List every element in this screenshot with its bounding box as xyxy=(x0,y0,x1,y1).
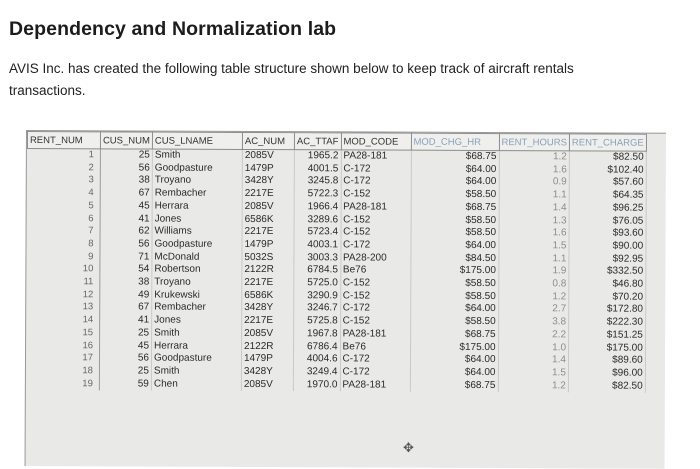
table-cell-ac-ttaf: 5725.8 xyxy=(294,315,341,328)
table-cell-cus-num: 56 xyxy=(100,238,152,251)
intro-paragraph: AVIS Inc. has created the following table structure shown below to keep track of aircraft rentals transactions. xyxy=(9,61,574,98)
table-cell-ac-ttaf: 3246.7 xyxy=(294,303,341,316)
table-cell-cus-lname: Williams xyxy=(152,226,242,239)
table-cell-rent-num: 4 xyxy=(27,187,100,200)
table-cell-mod-chg-hr: $58.50 xyxy=(411,227,499,240)
header-mod-code: MOD_CODE xyxy=(341,133,411,150)
table-cell-rent-hours: 1.0 xyxy=(498,342,569,355)
table-cell-ac-ttaf: 3003.3 xyxy=(294,252,341,265)
table-cell-mod-chg-hr: $64.00 xyxy=(410,354,498,367)
table-cell-rent-num: 2 xyxy=(27,162,100,175)
table-cell-cus-num: 71 xyxy=(100,251,152,264)
table-cell-rent-hours: 2.7 xyxy=(498,303,569,316)
table-cell-rent-hours: 1.5 xyxy=(498,240,569,253)
table-cell-cus-lname: McDonald xyxy=(152,251,242,264)
table-cell-cus-num: 41 xyxy=(100,314,152,327)
table-cell-rent-hours: 1.6 xyxy=(499,164,570,177)
table-cell-mod-code: C-152 xyxy=(341,227,411,240)
table-cell-rent-hours: 0.9 xyxy=(499,176,570,189)
table-cell-cus-num: 38 xyxy=(100,175,152,188)
table-cell-ac-ttaf: 3290.9 xyxy=(294,290,341,303)
table-cell-cus-lname: Herrara xyxy=(152,200,242,213)
table-cell-ac-ttaf: 6784.5 xyxy=(294,264,341,277)
table-cell-cus-lname: Goodpasture xyxy=(151,353,241,366)
table-cell-rent-charge: $96.25 xyxy=(569,202,646,215)
header-rent-hours: RENT_HOURS xyxy=(499,134,570,151)
table-cell-ac-num: 3428Y xyxy=(242,302,294,315)
table-cell-rent-num: 14 xyxy=(27,314,100,327)
table-cell-rent-hours: 1.2 xyxy=(498,380,569,393)
table-cell-ac-num: 6586K xyxy=(242,290,294,303)
table-cell-cus-num: 62 xyxy=(100,226,152,239)
table-cell-mod-chg-hr: $64.00 xyxy=(411,176,499,189)
table-cell-cus-num: 56 xyxy=(100,162,152,175)
table-cell-mod-code: C-152 xyxy=(341,188,411,201)
table-cell-cus-lname: Chen xyxy=(151,378,241,391)
table-cell-mod-chg-hr: $175.00 xyxy=(410,265,498,278)
table-cell-rent-hours: 1.3 xyxy=(499,215,570,228)
table-cell-rent-hours: 1.1 xyxy=(498,253,569,266)
table-cell-rent-charge: $46.80 xyxy=(569,278,646,291)
header-rent-num: RENT_NUM xyxy=(27,132,100,149)
table-cell-cus-num: 25 xyxy=(99,365,151,378)
table-cell-rent-hours: 1.2 xyxy=(498,291,569,304)
table-cell-rent-num: 11 xyxy=(27,276,100,289)
table-cell-rent-num: 1 xyxy=(27,149,100,163)
table-cell-rent-num: 12 xyxy=(27,289,100,302)
rentals-table-screenshot xyxy=(25,130,666,469)
table-cell-ac-num: 2217E xyxy=(242,188,294,201)
table-cell-cus-num: 56 xyxy=(99,353,151,366)
table-cell-mod-chg-hr: $64.00 xyxy=(410,367,498,380)
table-cell-cus-lname: Smith xyxy=(151,366,241,379)
table-cell-mod-chg-hr: $68.75 xyxy=(410,379,498,392)
table-cell-rent-hours: 1.4 xyxy=(499,202,570,215)
table-cell-ac-num: 2217E xyxy=(242,315,294,328)
table-cell-mod-code: C-152 xyxy=(341,214,411,227)
table-cell-rent-charge: $92.95 xyxy=(569,253,646,266)
table-cell-rent-num: 15 xyxy=(27,327,100,340)
table-cell-cus-lname: Goodpasture xyxy=(152,162,242,175)
table-cell-cus-lname: Troyano xyxy=(152,277,242,290)
table-cell-rent-charge: $57.60 xyxy=(569,177,646,190)
table-cell-cus-num: 25 xyxy=(100,327,152,340)
table-cell-ac-num: 2217E xyxy=(242,226,294,239)
table-cell-mod-chg-hr: $58.50 xyxy=(411,189,499,202)
table-cell-ac-num: 2122R xyxy=(242,264,294,277)
table-cell-mod-code: C-152 xyxy=(340,316,410,329)
table-cell-mod-chg-hr: $64.00 xyxy=(410,240,498,253)
table-cell-cus-lname: Robertson xyxy=(152,264,242,277)
table-row xyxy=(26,378,645,393)
table-cell-mod-code: C-172 xyxy=(340,303,410,316)
table-cell-mod-code: C-152 xyxy=(340,277,410,290)
table-cell-ac-ttaf: 3289.6 xyxy=(294,214,341,227)
header-mod-chg-hr: MOD_CHG_HR xyxy=(411,133,499,150)
table-cell-cus-num: 54 xyxy=(100,264,152,277)
table-cell-mod-chg-hr: $175.00 xyxy=(410,341,498,354)
table-cell-rent-num: 16 xyxy=(27,340,100,353)
table-cell-rent-num: 17 xyxy=(26,352,99,365)
table-cell-rent-num: 8 xyxy=(27,238,100,251)
table-cell-ac-num: 3428Y xyxy=(242,175,294,188)
table-cell-cus-lname: Rembacher xyxy=(152,302,242,315)
table-cell-rent-charge: $64.35 xyxy=(569,189,646,202)
table-cell-rent-hours: 1.6 xyxy=(499,227,570,240)
table-cell-cus-lname: Goodpasture xyxy=(152,238,242,251)
table-cell-rent-num: 3 xyxy=(27,174,100,187)
table-cell-ac-num: 1479P xyxy=(242,163,294,176)
table-cell-ac-num: 2085V xyxy=(242,328,294,341)
table-cell-rent-charge: $93.60 xyxy=(569,228,646,241)
header-cus-lname: CUS_LNAME xyxy=(152,132,242,149)
table-cell-rent-charge: $332.50 xyxy=(569,266,646,279)
table-cell-rent-num: 13 xyxy=(27,301,100,314)
table-cell-mod-chg-hr: $64.00 xyxy=(410,303,498,316)
table-cell-mod-code: C-152 xyxy=(340,290,410,303)
table-cell-ac-ttaf: 3249.4 xyxy=(293,366,340,379)
table-cell-ac-ttaf: 1970.0 xyxy=(293,379,340,392)
table-cell-mod-chg-hr: $68.75 xyxy=(410,329,498,342)
table-cell-mod-code: PA28-181 xyxy=(340,328,410,341)
table-cell-ac-num: 3428Y xyxy=(241,366,293,379)
table-cell-ac-num: 6586K xyxy=(242,213,294,226)
table-cell-cus-lname: Krukewski xyxy=(152,289,242,302)
table-cell-rent-hours: 1.2 xyxy=(499,151,570,165)
table-cell-rent-num: 10 xyxy=(27,263,100,276)
table-cell-mod-code: C-172 xyxy=(340,239,410,252)
table-cell-ac-ttaf: 1967.8 xyxy=(294,328,341,341)
table-cell-mod-code: C-172 xyxy=(341,163,411,176)
table-cell-rent-num: 9 xyxy=(27,251,100,264)
table-cell-cus-lname: Smith xyxy=(152,327,242,340)
table-cell-rent-hours: 3.8 xyxy=(498,316,569,329)
table-cell-cus-lname: Smith xyxy=(152,149,242,163)
table-cell-ac-num: 2085V xyxy=(242,201,294,214)
table-cell-mod-chg-hr: $58.50 xyxy=(410,278,498,291)
table-cell-mod-code: C-172 xyxy=(340,354,410,367)
table-cell-ac-num: 1479P xyxy=(242,239,294,252)
table-cell-rent-num: 5 xyxy=(27,200,100,213)
table-cell-cus-num: 45 xyxy=(100,340,152,353)
table-cell-mod-code: Be76 xyxy=(340,265,410,278)
page-title: Dependency and Normalization lab xyxy=(9,18,337,40)
table-cell-rent-num: 7 xyxy=(27,225,100,238)
table-cell-rent-num: 6 xyxy=(27,213,100,226)
table-cell-rent-hours: 1.1 xyxy=(499,189,570,202)
table-cell-cus-num: 67 xyxy=(100,302,152,315)
table-cell-ac-ttaf: 4003.1 xyxy=(294,239,341,252)
table-cell-ac-ttaf: 3245.8 xyxy=(294,176,341,189)
table-cell-mod-code: PA28-181 xyxy=(340,379,410,392)
table-cell-rent-charge: $96.00 xyxy=(568,367,645,380)
header-cus-num: CUS_NUM xyxy=(100,132,152,149)
table-cell-rent-charge: $172.80 xyxy=(569,304,646,317)
table-cell-rent-charge: $175.00 xyxy=(568,342,645,355)
table-cell-mod-code: C-172 xyxy=(341,176,411,189)
table-cell-mod-chg-hr: $58.50 xyxy=(410,316,498,329)
table-cell-cus-lname: Jones xyxy=(152,315,242,328)
table-cell-cus-num: 25 xyxy=(100,149,152,162)
table-cell-mod-code: Be76 xyxy=(340,341,410,354)
table-cell-rent-charge: $76.05 xyxy=(569,215,646,228)
table-cell-cus-num: 59 xyxy=(99,378,151,391)
table-cell-ac-ttaf: 1966.4 xyxy=(294,201,341,214)
rentals-table xyxy=(26,131,647,393)
table-cell-rent-hours: 1.5 xyxy=(498,367,569,380)
table-cell-cus-num: 41 xyxy=(100,213,152,226)
table-cell-rent-charge: $82.50 xyxy=(568,380,645,393)
table-cell-mod-code: C-172 xyxy=(340,366,410,379)
table-cell-ac-num: 1479P xyxy=(241,353,293,366)
table-cell-mod-code: PA28-200 xyxy=(340,252,410,265)
table-cell-rent-hours: 1.4 xyxy=(498,354,569,367)
table-cell-mod-chg-hr: $64.00 xyxy=(411,163,499,176)
table-cell-mod-chg-hr: $58.50 xyxy=(410,290,498,303)
table-cell-rent-charge: $102.40 xyxy=(569,164,646,177)
table-cell-rent-num: 18 xyxy=(26,365,99,378)
table-cell-ac-ttaf: 4004.6 xyxy=(293,353,340,366)
table-cell-cus-lname: Troyano xyxy=(152,175,242,188)
table-cell-ac-ttaf: 5723.4 xyxy=(294,226,341,239)
table-cell-rent-charge: $151.25 xyxy=(569,329,646,342)
table-cell-ac-ttaf: 4001.5 xyxy=(294,163,341,176)
table-cell-rent-hours: 0.8 xyxy=(498,278,569,291)
table-cell-rent-num: 19 xyxy=(26,378,99,391)
table-cell-ac-num: 2085V xyxy=(242,149,294,162)
table-cell-cus-num: 38 xyxy=(100,276,152,289)
table-cell-rent-charge: $70.20 xyxy=(569,291,646,304)
table-cell-rent-charge: $90.00 xyxy=(569,240,646,253)
header-rent-charge: RENT_CHARGE xyxy=(569,134,646,151)
table-cell-ac-num: 2085V xyxy=(241,379,293,392)
header-ac-num: AC_NUM xyxy=(242,132,294,149)
table-cell-ac-ttaf: 1965.2 xyxy=(294,150,341,163)
table-cell-ac-ttaf: 5722.3 xyxy=(294,188,341,201)
table-cell-mod-chg-hr: $84.50 xyxy=(410,252,498,265)
table-cell-mod-code: PA28-181 xyxy=(341,150,411,164)
table-cell-mod-code: PA28-181 xyxy=(341,201,411,214)
table-cell-cus-lname: Herrara xyxy=(152,340,242,353)
table-cell-rent-hours: 1.9 xyxy=(498,265,569,278)
table-cell-rent-hours: 2.2 xyxy=(498,329,569,342)
table-cell-rent-charge: $222.30 xyxy=(569,317,646,330)
table-cell-ac-num: 5032S xyxy=(242,252,294,265)
table-cell-ac-num: 2217E xyxy=(242,277,294,290)
table-cell-cus-num: 49 xyxy=(100,289,152,302)
table-cell-mod-chg-hr: $68.75 xyxy=(411,150,499,164)
table-cell-cus-lname: Jones xyxy=(152,213,242,226)
table-cell-mod-chg-hr: $58.50 xyxy=(411,214,499,227)
table-cell-cus-num: 45 xyxy=(100,200,152,213)
mouse-cursor-icon: ✥ xyxy=(403,440,414,455)
table-cell-ac-num: 2122R xyxy=(242,340,294,353)
header-ac-ttaf: AC_TTAF xyxy=(294,133,341,150)
table-cell-rent-charge: $82.50 xyxy=(569,151,646,165)
table-cell-ac-ttaf: 6786.4 xyxy=(294,341,341,354)
table-cell-cus-num: 67 xyxy=(100,187,152,200)
table-cell-cus-lname: Rembacher xyxy=(152,188,242,201)
table-cell-ac-ttaf: 5725.0 xyxy=(294,277,341,290)
table-cell-mod-chg-hr: $68.75 xyxy=(411,201,499,214)
table-cell-rent-charge: $89.60 xyxy=(568,355,645,368)
